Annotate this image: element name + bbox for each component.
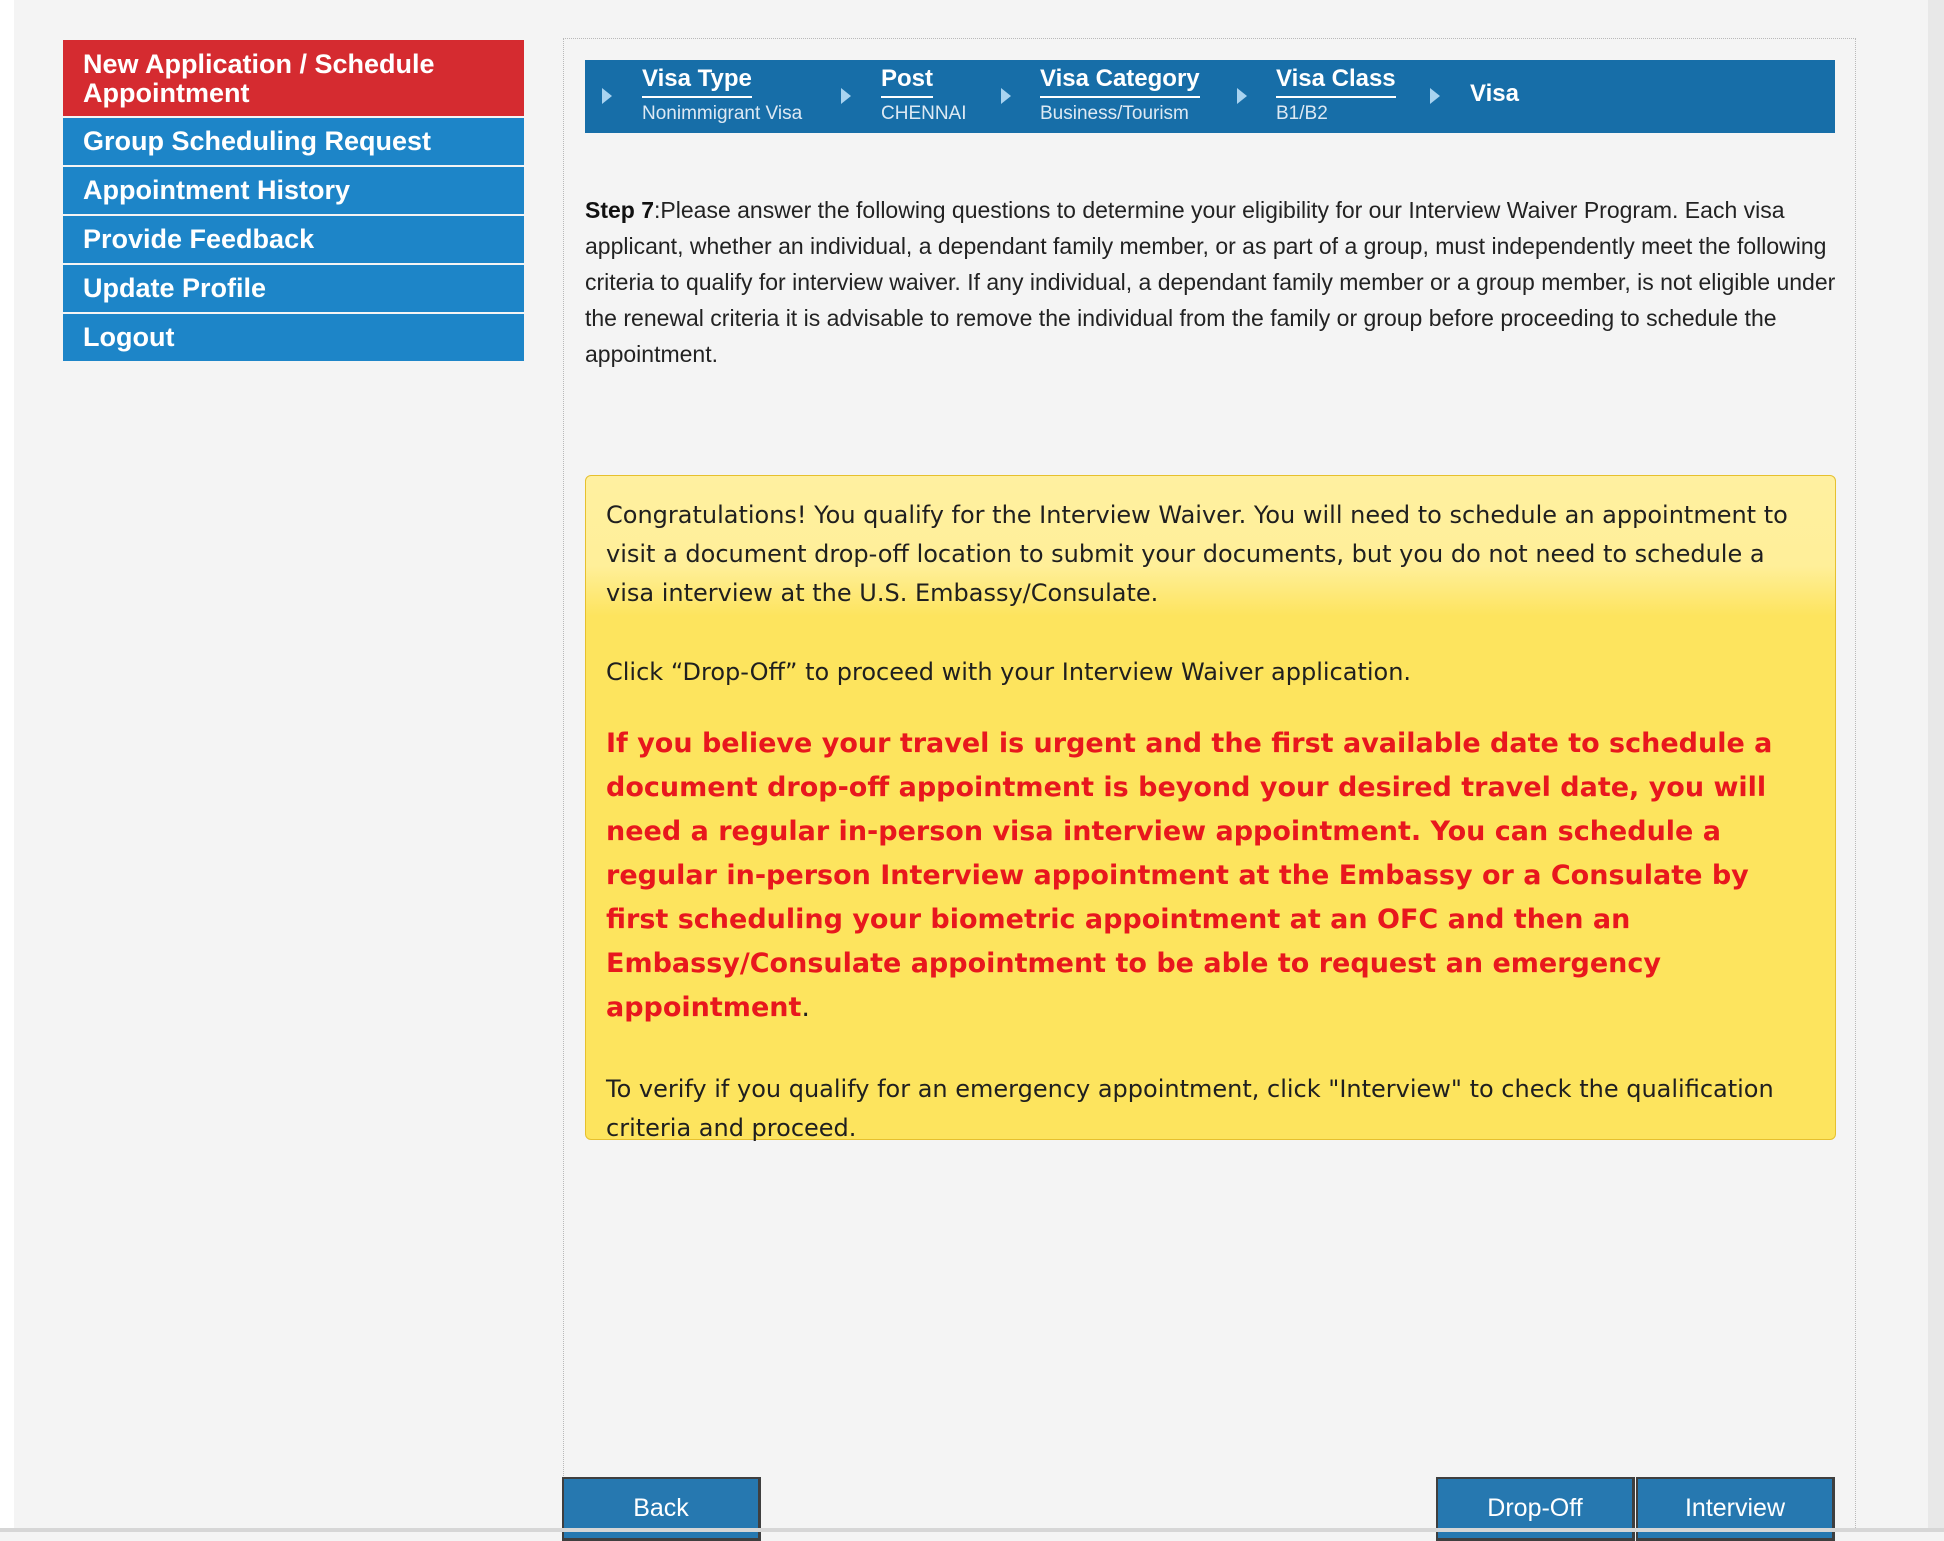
urgent-warning-text: If you believe your travel is urgent and the first available date to schedule a document drop-off appointment is beyond your desired travel date, you will need a regular in-person visa interview appointment. You can schedule a regular in-person Interview appointment at the Embassy or a Consulate by first scheduling your biometric appointment at an OFC and then an Embassy/Consulate appointment to be able to request an emergency appointment [606, 728, 1773, 1023]
sidebar-item-label: Provide Feedback [83, 224, 315, 254]
interview-waiver-notice [585, 475, 1836, 1140]
chevron-right-icon [1237, 88, 1247, 104]
urgent-warning-end: . [801, 992, 810, 1023]
main-content [563, 38, 1856, 1532]
dropoff-hint-text: Click “Drop-Off” to proceed with your Interview Waiver application. [606, 658, 1412, 686]
sidebar-item-label: New Application / Schedule Appointment [83, 49, 435, 108]
breadcrumb-value: B1/B2 [1276, 103, 1328, 124]
urgent-travel-warning [606, 722, 1815, 1030]
breadcrumb-title: Visa [1470, 80, 1519, 107]
interview-button[interactable]: Interview [1636, 1477, 1835, 1541]
breadcrumb-value: CHENNAI [881, 103, 967, 124]
sidebar-item-update-profile[interactable] [63, 265, 524, 312]
congratulations-text: Congratulations! You qualify for the Interview Waiver. You will need to schedule an appointment to visit a document drop-off location to submit your documents, but you do not need to schedule a visa interview at the U.S. Embassy/Consulate. [606, 501, 1788, 607]
step-description: :Please answer the following questions to determine your eligibility for our Interview Waiver Program. Each visa applicant, whether an individual, a dependant family member, or as part of a group, must independently meet the following criteria to qualify for interview waiver. If any individual, a dependant family member or a group member, is not eligible under the renewal criteria it is advisable to remove the individual from the family or group before proceeding to schedule the appointment. [585, 197, 1836, 367]
chevron-right-icon [1001, 88, 1011, 104]
sidebar-item-appointment-history[interactable] [63, 167, 524, 214]
breadcrumb-title: Visa Class [1276, 65, 1396, 98]
chevron-right-icon [841, 88, 851, 104]
sidebar-item-new-application[interactable] [63, 40, 524, 116]
drop-off-button[interactable]: Drop-Off [1436, 1477, 1635, 1541]
page-left-edge [0, 0, 14, 1532]
breadcrumb-value: Business/Tourism [1040, 103, 1189, 124]
breadcrumb-title: Post [881, 65, 933, 98]
step-instructions [585, 192, 1840, 372]
page-bottom-border [0, 1528, 1944, 1532]
sidebar-item-label: Logout [83, 322, 175, 352]
verify-emergency-text: To verify if you qualify for an emergency appointment, click "Interview" to check the qualification criteria and proceed. [606, 1075, 1774, 1142]
breadcrumb-value: Nonimmigrant Visa [642, 103, 803, 124]
sidebar-item-label: Appointment History [83, 175, 350, 205]
step-label: Step 7 [585, 197, 655, 223]
sidebar-item-logout[interactable] [63, 314, 524, 361]
chevron-right-icon [1430, 88, 1440, 104]
sidebar-item-label: Group Scheduling Request [83, 126, 432, 156]
breadcrumb-title: Visa Type [642, 65, 752, 98]
page-scroll-gutter [1928, 0, 1944, 1532]
breadcrumb-title: Visa Category [1040, 65, 1200, 98]
sidebar-item-group-scheduling[interactable] [63, 118, 524, 165]
chevron-right-icon [602, 88, 612, 104]
breadcrumb [585, 60, 1835, 133]
sidebar-item-label: Update Profile [83, 273, 267, 303]
back-button[interactable]: Back [562, 1477, 761, 1541]
sidebar-item-provide-feedback[interactable] [63, 216, 524, 263]
sidebar-nav [63, 40, 524, 363]
